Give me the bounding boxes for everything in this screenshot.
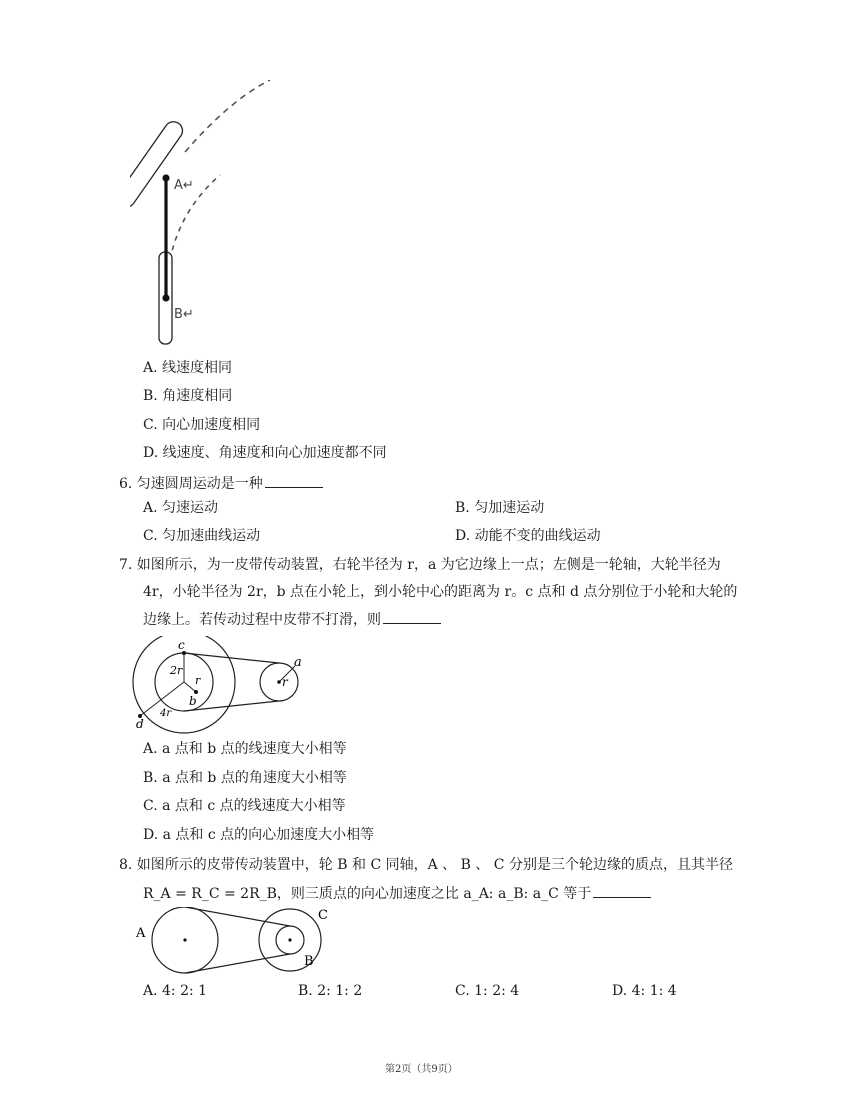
q8-fig-A: A [136, 926, 146, 941]
q7-stem-line3 [143, 610, 441, 629]
q7-fig-4r: 4r [160, 708, 172, 719]
q7-stem-line2: 4r，小轮半径为 2r，b 点在小轮上，到小轮中心的距离为 r。c 点和 d 点分别位于小轮和大轮的 [143, 584, 738, 600]
q8-stem-line2-text: R_A = R_C = 2R_B，则三质点的向心加速度之比 a_A: a_B: a_C 等于 [143, 886, 592, 902]
q8-stem-line2 [143, 884, 651, 903]
q8-option-d[interactable]: D. 4: 1: 4 [612, 983, 677, 999]
q6-option-a[interactable]: A. 匀速运动 [143, 500, 219, 516]
q7-fig-b: b [189, 694, 197, 708]
q7-stem-line3-text: 边缘上。若传动过程中皮带不打滑，则 [143, 612, 381, 628]
q5-label-b: B↵ [174, 307, 194, 322]
q7-fig-c: c [178, 638, 185, 652]
q7-fig-d: d [136, 717, 144, 731]
q8-fig-B: B [304, 954, 314, 969]
q7-fig-r: r [195, 674, 201, 687]
q8-option-a[interactable]: A. 4: 2: 1 [143, 983, 208, 999]
q7-option-c[interactable]: C. a 点和 c 点的线速度大小相等 [143, 798, 346, 814]
q8-stem-line1: 8. 如图所示的皮带传动装置中，轮 B 和 C 同轴，A 、 B 、 C 分别是三个轮边缘的质点，且其半径 [119, 857, 733, 873]
q7-fig-2r: 2r [170, 664, 183, 677]
q6-option-b[interactable]: B. 匀加速运动 [455, 500, 545, 516]
q5-label-a: A↵ [174, 178, 194, 193]
page-footer: 第2页（共9页） [385, 1064, 458, 1075]
q7-stem-line1: 7. 如图所示，为一皮带传动装置，右轮半径为 r，a 为它边缘上一点；左侧是一轮轴，大轮半径为 [119, 557, 721, 573]
q8-fig-C: C [318, 908, 328, 923]
q7-option-d[interactable]: D. a 点和 c 点的向心加速度大小相等 [143, 827, 375, 843]
q6-answer-blank[interactable] [265, 474, 323, 488]
q8-answer-blank[interactable] [593, 884, 651, 898]
q6-stem-text: 6. 匀速圆周运动是一种 [119, 476, 263, 492]
q7-figure [132, 636, 322, 736]
q7-option-a[interactable]: A. a 点和 b 点的线速度大小相等 [143, 741, 347, 757]
q5-option-d[interactable]: D. 线速度、角速度和向心加速度都不同 [143, 445, 387, 461]
q6-stem [119, 474, 323, 493]
q8-option-b[interactable]: B. 2: 1: 2 [298, 983, 363, 999]
q5-option-a[interactable]: A. 线速度相同 [143, 360, 233, 376]
q5-option-b[interactable]: B. 角速度相同 [143, 388, 233, 404]
q7-option-b[interactable]: B. a 点和 b 点的角速度大小相等 [143, 770, 347, 786]
q5-figure [130, 80, 280, 350]
q8-option-c[interactable]: C. 1: 2: 4 [455, 983, 520, 999]
q8-figure [132, 907, 332, 977]
q7-fig-a: a [294, 655, 302, 670]
q5-option-c[interactable]: C. 向心加速度相同 [143, 417, 261, 433]
q6-option-d[interactable]: D. 动能不变的曲线运动 [455, 528, 601, 544]
q7-fig-r-right: r [282, 675, 288, 689]
q7-answer-blank[interactable] [383, 610, 441, 624]
q6-option-c[interactable]: C. 匀加速曲线运动 [143, 528, 261, 544]
